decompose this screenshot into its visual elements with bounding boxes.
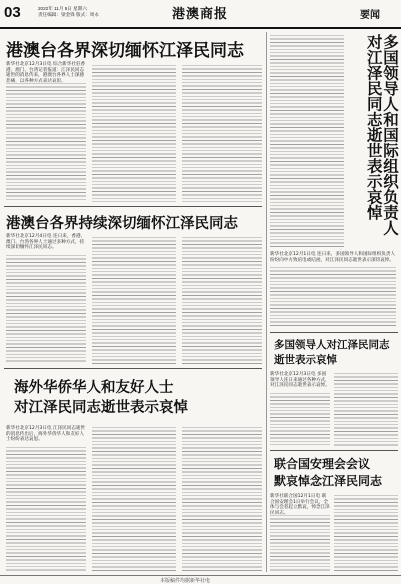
article-1-lede: 新华社北京12月3日电 综合新华社驻香港、澳门、台湾记者报道：江泽民同志逝世的消息传来，港澳台各界人士深感: [6, 62, 86, 79]
article-3-col-3: [182, 426, 262, 572]
article-4-col-1: [270, 34, 344, 248]
meta-date: 2022年 11月 5日 星期六: [38, 6, 87, 11]
article-3-col-1: [6, 446, 86, 572]
article-6-col-1: [270, 514, 330, 572]
article-4-col-2: [270, 266, 396, 328]
page-number: 03: [4, 4, 21, 21]
article-5-headline: [274, 338, 398, 368]
article-2-rule: [4, 368, 262, 369]
article-1-headline: 港澳台各界深切缅怀江泽民同志: [6, 41, 244, 61]
article-1-col-2: [92, 64, 176, 202]
article-2-col-1: [6, 254, 86, 364]
article-5-col-1: [270, 392, 330, 446]
article-6-headline: [274, 456, 398, 490]
article-6-col-2: [334, 494, 398, 572]
article-2-lede: 新华社北京12月4日电 连日来，香港、澳门、台湾各界人士通过多种方式，持续深切缅怀江泽民同志。: [6, 234, 86, 251]
article-3-headline-line-1: 海外华侨华人和友好人士: [14, 379, 174, 396]
article-5-lede: 新华社北京12月3日电 多国领导人连日来通过各种方式，对江泽民同志逝世表示哀悼。: [270, 372, 330, 389]
publication-meta: [38, 6, 99, 18]
column-divider: [266, 32, 267, 572]
article-1-col-3: [182, 64, 262, 202]
article-4-headline: 多国领导人和国际组织负责人对江泽民同志逝世表示哀悼: [364, 34, 400, 236]
article-6-headline-line-1: 联合国安理会会议: [274, 457, 371, 471]
article-5-headline-line-1: 多国领导人对江泽民同志: [274, 339, 390, 351]
article-2-headline: 港澳台各界持续深切缅怀江泽民同志: [6, 215, 238, 232]
article-1-col-1: [6, 82, 86, 202]
article-2-col-2: [92, 236, 176, 364]
article-3-headline: [14, 378, 244, 418]
header-rule: [0, 27, 401, 29]
article-6-lede: 新华社联合国12月1日电 联合国安理会1日举行会议，全体与会者起立默哀，悼念江泽: [270, 494, 330, 511]
article-3-col-2: [92, 426, 176, 572]
article-1-rule: [4, 206, 262, 207]
article-3-headline-line-2: 对江泽民同志逝世表示哀悼: [14, 399, 188, 416]
footer-rule: [0, 575, 401, 576]
article-5-headline-line-2: 逝世表示哀悼: [274, 354, 337, 366]
article-6-headline-line-2: 默哀悼念江泽民同志: [274, 474, 383, 488]
footer-note: 本版稿件均据新华社电: [160, 578, 211, 584]
article-4-rule: [270, 332, 398, 333]
section-tag: 要闻: [360, 10, 380, 21]
masthead-logo: 港澳商报: [171, 7, 228, 22]
meta-editors: 责任编辑：梁金锋 版式：周永: [38, 12, 99, 17]
article-3-lede: 新华社北京12月3日电 江泽民同志逝世的消息传出后，海外华侨华人和友好人士纷纷表达哀思。: [6, 426, 86, 443]
article-4-lede: 新华社北京12月1日电 连日来，多国领导人和国际组织负责人纷纷向中方致唁电或唁函，对江泽民同志逝世表示深切哀悼。: [270, 252, 396, 263]
article-2-col-3: [182, 236, 262, 364]
article-5-col-2: [334, 372, 398, 446]
article-5-rule: [270, 450, 398, 451]
